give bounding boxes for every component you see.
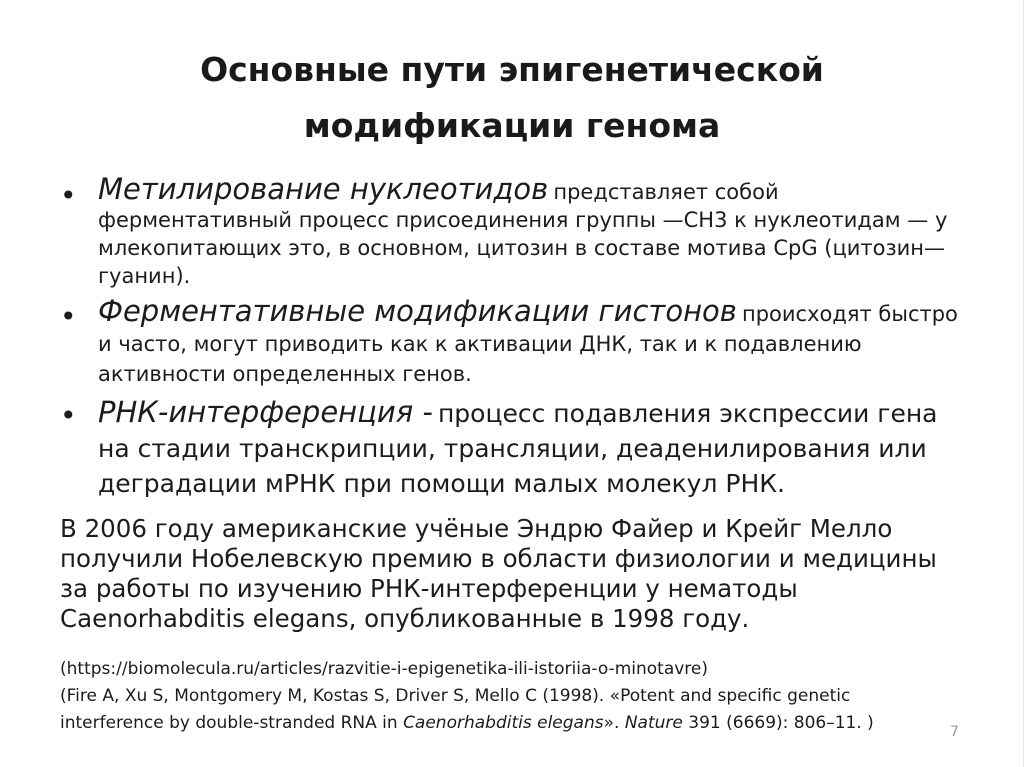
reference-url: (https://biomolecula.ru/articles/razvitie-i-epigenetika-ili-istoriia-o-minotavre): [60, 659, 709, 679]
bullet-description: процесс подавления экспрессии гена на стадии транскрипции, трансляции, деаденилирования или деградации мРНК при помощи малых молекул РНК.: [98, 399, 938, 498]
nobel-paragraph: В 2006 году американские учёные Эндрю Файер и Крейг Мелло получили Нобелевскую премию в области физиологии и медицины за работы по изучению РНК-интерференции у нематоды Caenorhabditis elegans, опубликованные в 1998 году.: [60, 514, 937, 633]
bullet-dot-icon: •: [60, 399, 77, 432]
bullet-description: представляет собой ферментативный процесс присоединения группы —CH3 к нуклеотидам — у млекопитающих это, в основном, цитозин в составе мотива CpG (цитозин—гуанин).: [98, 180, 948, 288]
citation-text: 391 (6669): 806–11. ): [682, 713, 874, 733]
slide-title-line-1: Основные пути эпигенетической: [200, 50, 824, 89]
citation-text: interference by double-stranded RNA in: [60, 713, 404, 733]
slide-title-line-2: модификации генома: [303, 106, 721, 145]
bullet-item-rna-interference: [60, 396, 960, 503]
reference-citation-line-2: [60, 710, 960, 737]
citation-text: ».: [603, 713, 625, 733]
bullet-list: [60, 172, 960, 503]
bullet-dot-icon: •: [60, 300, 77, 333]
page-number: 7: [950, 724, 959, 740]
bullet-description: происходят быстро и часто, могут приводить как к активации ДНК, так и к подавлению активности определенных генов.: [98, 302, 958, 386]
bullet-item-methylation: [60, 172, 960, 291]
references: [60, 656, 960, 737]
bullet-term: Метилирование нуклеотидов: [98, 172, 549, 206]
citation-species: Caenorhabditis elegans: [403, 713, 604, 733]
bullet-term: Ферментативные модификации гистонов: [98, 294, 737, 328]
slide-title: [60, 42, 964, 154]
citation-journal: Nature: [624, 713, 683, 733]
bullet-term: РНК-интерференция -: [98, 395, 433, 429]
reference-citation-line-1: (Fire A, Xu S, Montgomery M, Kostas S, Driver S, Mello C (1998). «Potent and specific genetic: [60, 686, 851, 706]
bullet-item-histone-modifications: [60, 294, 960, 390]
bullet-dot-icon: •: [60, 179, 77, 212]
